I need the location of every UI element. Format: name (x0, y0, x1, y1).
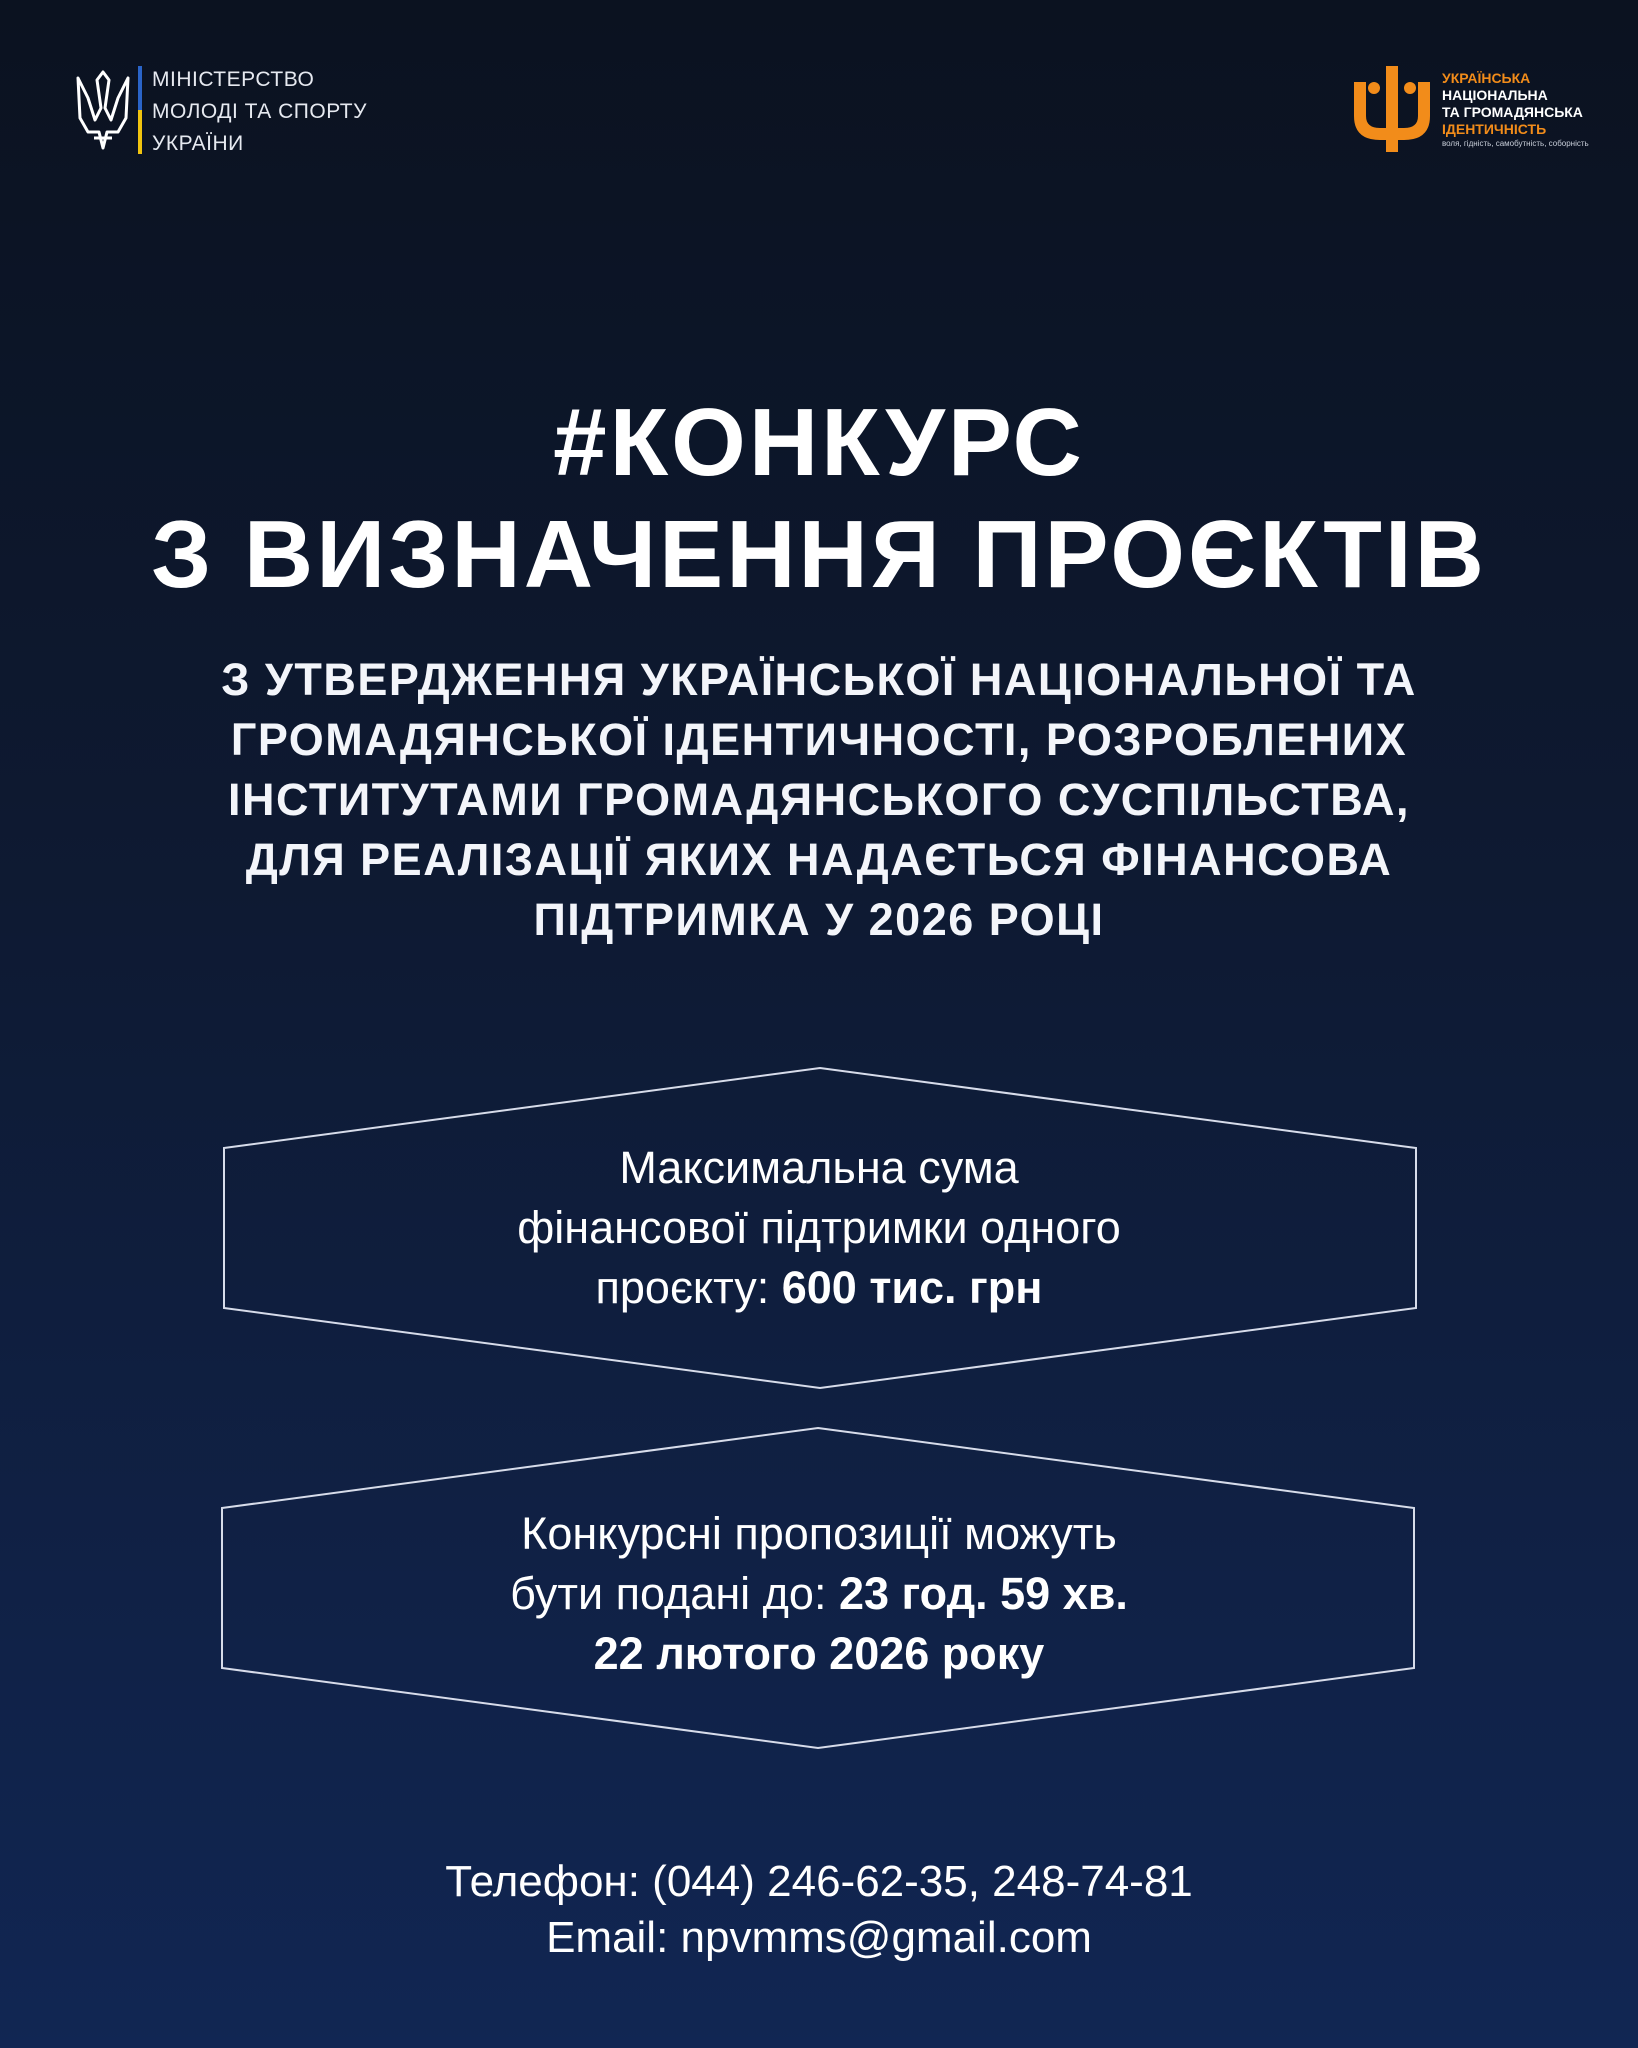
page-title-line2: З ВИЗНАЧЕННЯ ПРОЄКТІВ (151, 501, 1487, 608)
deadline-info: Конкурсні пропозиції можуть бути подані до: 23 год. 59 хв. 22 лютого 2026 року (510, 1508, 1128, 1679)
page-title: #КОНКУРС (553, 389, 1085, 496)
phone-text: Телефон: (044) 246-62-35, 248-74-81 (445, 1857, 1193, 1906)
identity-name: УКРАЇНСЬКА НАЦІОНАЛЬНА ТА ГРОМАДЯНСЬКА ІДЕНТИЧНІСТЬ воля, гідність, самобутність, соборність (1442, 70, 1589, 148)
funding-amount: 600 тис. грн (781, 1262, 1043, 1313)
funding-info: Максимальна сума фінансової підтримки одного проєкту: 600 тис. грн (517, 1142, 1121, 1313)
ministry-name: МІНІСТЕРСТВО МОЛОДІ ТА СПОРТУ УКРАЇНИ (152, 68, 367, 155)
contacts (0, 1854, 1638, 1966)
deadline-date: 22 лютого 2026 року (593, 1628, 1045, 1679)
subtitle: З УТВЕРДЖЕННЯ УКРАЇНСЬКОЇ НАЦІОНАЛЬНОЇ ТА ГРОМАДЯНСЬКОЇ ІДЕНТИЧНОСТІ, РОЗРОБЛЕНИХ ІНСТИТУТАМИ ГРОМАДЯНСЬКОГО СУСПІЛЬСТВА, ДЛЯ РЕАЛІЗАЦІЇ ЯКИХ НАДАЄТЬСЯ ФІНАНСОВА ПІДТРИМКА У 2026 РОЦІ (221, 654, 1417, 945)
email-link[interactable]: Email: npvmms@gmail.com (546, 1913, 1092, 1962)
deadline-time: 23 год. 59 хв. (838, 1568, 1128, 1619)
